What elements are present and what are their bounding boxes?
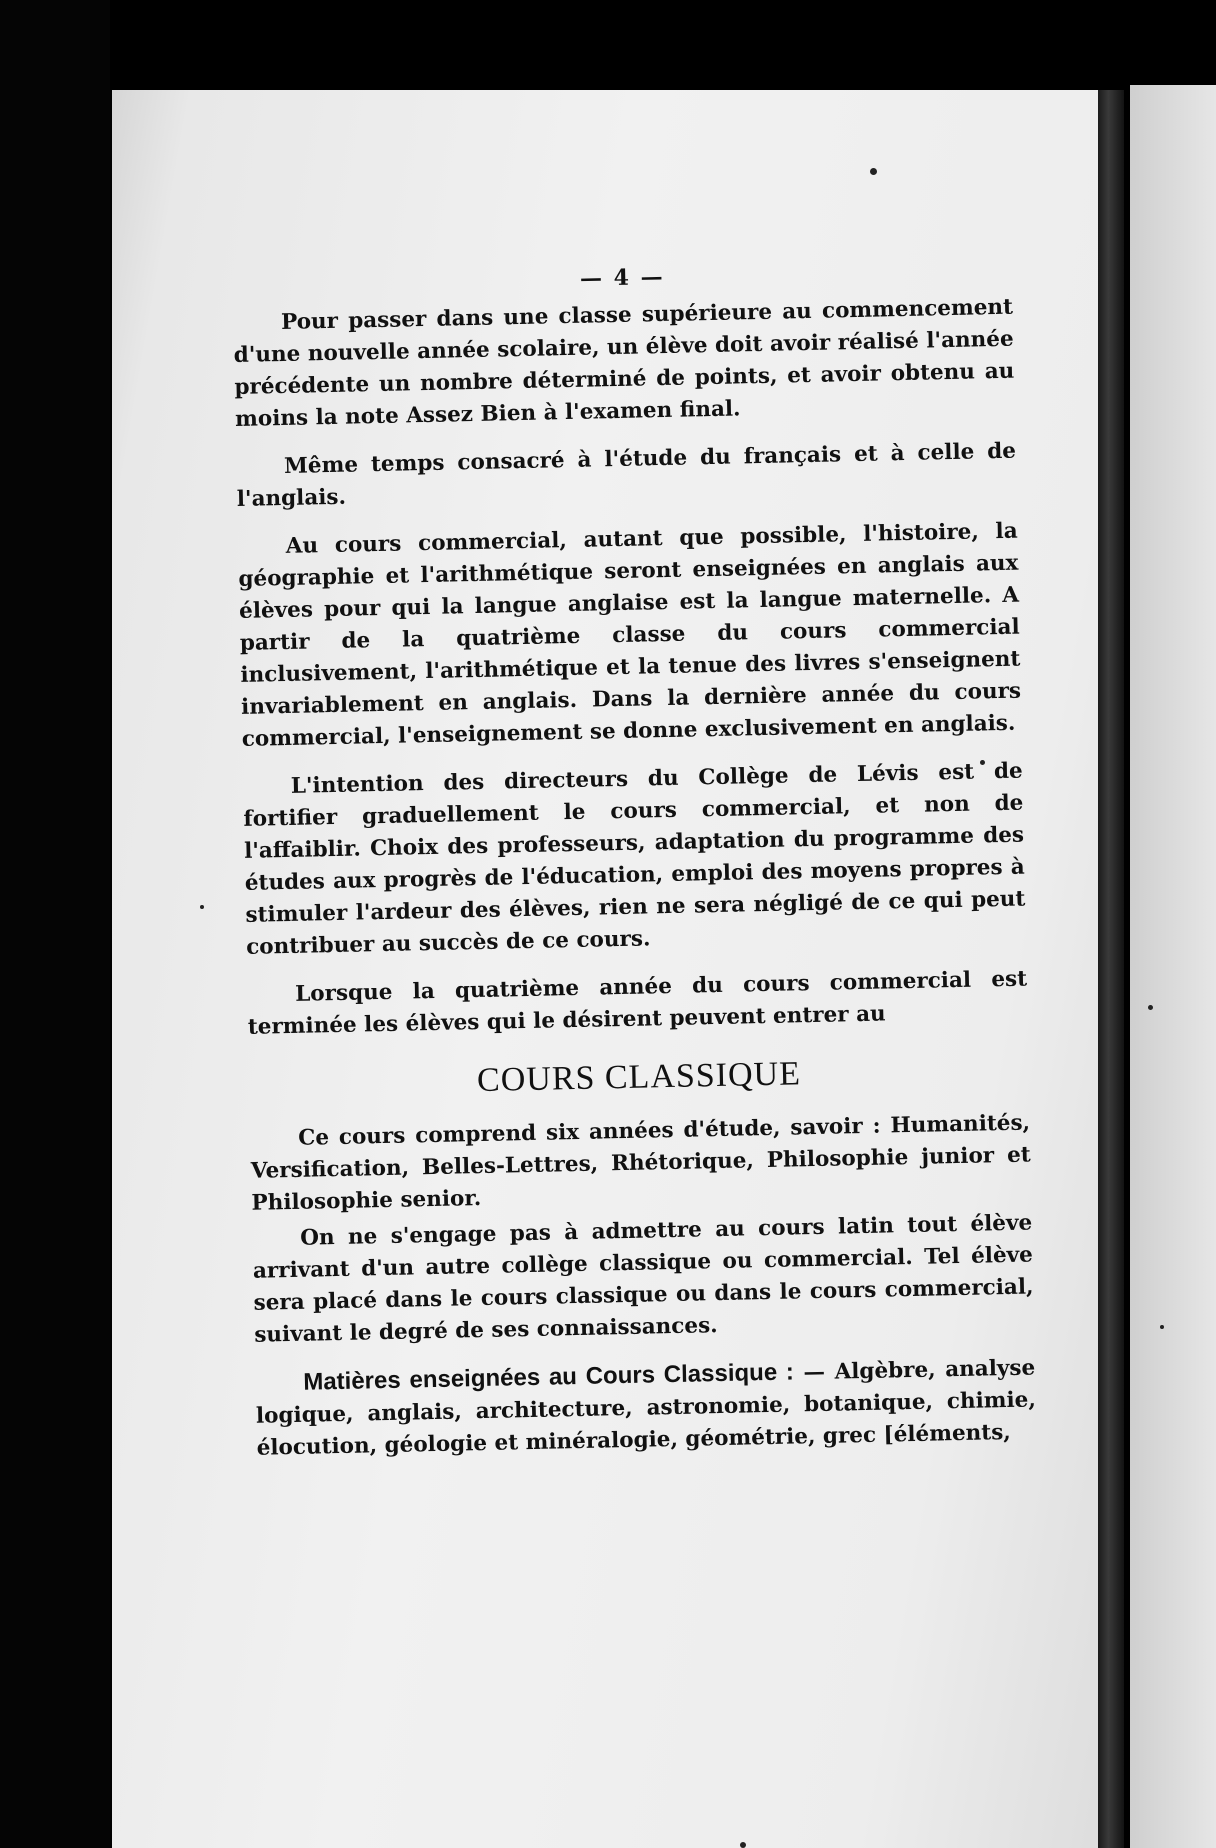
paragraph-promotion: Pour passer dans une classe supérieure au commencement d'une nouvelle année scolaire, un élève doit avoir réalisé l'année précédente un nombre déterminé de points, et avoir obtenu au moins la note Assez Bien à l'examen final. — [233, 294, 1015, 432]
paragraph-matieres — [255, 1351, 1037, 1464]
paragraph-language-time: Même temps consacré à l'étude du français et à celle de l'anglais. — [236, 438, 1017, 512]
book-gutter — [1098, 90, 1124, 1848]
paragraph-transition: Lorsque la quatrième année du cours commercial est terminée les élèves qui le désirent peuvent entrer au — [247, 966, 1028, 1040]
section-title: COURS CLASSIQUE — [476, 1055, 802, 1100]
paragraph-classique-admission: On ne s'engage pas à admettre au cours latin tout élève arrivant d'un autre collège classique ou commercial. Tel élève sera placé dans le cours classique ou dans le cours commercial, suivant le degré de ses connaissances. — [252, 1210, 1034, 1348]
scan-border-left — [0, 0, 110, 1848]
matieres-heading: Matières enseignées au Cours Classique : — [303, 1358, 795, 1396]
matieres-text: — Algèbre, analyse logique, anglais, architecture, astronomie, botanique, chimie, élocution, géologie et minéralogie, géométrie, grec [éléments, — [255, 1355, 1037, 1461]
dust-speck — [1160, 1325, 1164, 1329]
page-number: — 4 — — [579, 263, 665, 292]
paragraph-intention: L'intention des directeurs du Collège de Lévis est de fortifier graduellement le cours commercial, et non de l'affaiblir. Choix des professeurs, adaptation du programme des études aux progrès de l'éducation, emploi des moyens propres à stimuler l'ardeur des élèves, rien ne sera négligé de ce qui peut contribuer au succès de ce cours. — [243, 758, 1026, 960]
dust-speck — [740, 1842, 746, 1848]
dust-speck — [870, 168, 877, 175]
dust-speck — [200, 905, 204, 909]
dust-speck — [1148, 1005, 1153, 1010]
paragraph-commercial-english: Au cours commercial, autant que possible, l'histoire, la géographie et l'arithmétique seront enseignées en anglais aux élèves pour qui la langue anglaise est la langue maternelle. A partir de la quatrième classe du cours commercial inclusivement, l'arithmétique et la tenue des livres s'enseignent invariablement en anglais. Dans la dernière année du cours commercial, l'enseignement se donne exclusivement en anglais. — [238, 518, 1022, 752]
facing-page-edge — [1130, 85, 1216, 1848]
page-text — [232, 254, 1037, 1481]
paragraph-classique-years: Ce cours comprend six années d'étude, savoir : Humanités, Versification, Belles-Lettres, Rhétorique, Philosophie junior et Philosophie senior. — [250, 1110, 1031, 1216]
